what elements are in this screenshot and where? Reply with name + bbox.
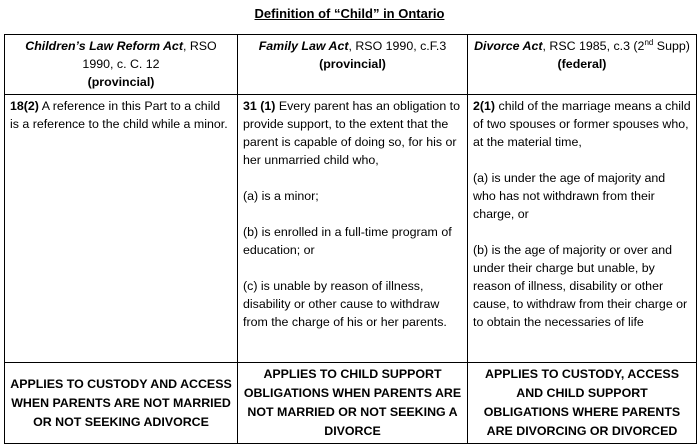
definition-clause-a: (a) is under the age of majority and who has not withdrawn from their charge, or [473,171,666,221]
table-definition-row [5,95,697,363]
section-number: 31 (1) [243,99,276,113]
header-family-law-act [238,35,468,95]
act-citation: , RSC 1985, c.3 (2 [542,39,645,53]
definition-cell-clra [5,95,238,363]
definition-clause-a: (a) is a minor; [243,189,319,203]
definition-clause-b: (b) is enrolled in a full-time program of education; or [243,225,452,257]
act-name: Children’s Law Reform Act [25,39,183,53]
act-name: Divorce Act [474,39,543,53]
applies-cell-divorce-act: APPLIES TO CUSTODY, ACCESS AND CHILD SUPPORT OBLIGATIONS WHERE PARENTS ARE DIVORCING OR DIVORCED [468,363,697,444]
table-header-row [5,35,697,95]
applies-cell-fla: APPLIES TO CHILD SUPPORT OBLIGATIONS WHEN PARENTS ARE NOT MARRIED OR NOT SEEKING A DIVORCE [238,363,468,444]
definition-clause-c: (c) is unable by reason of illness, disability or other cause to withdraw from the charge of his or her parents. [243,279,447,329]
definition-text: child of the marriage means a child of two spouses or former spouses who, at the material time, [473,99,691,149]
definition-text: Every parent has an obligation to provide support, to the extent that the parent is capable of doing so, for his or her unmarried child who, [243,99,460,167]
section-number: 2(1) [473,99,496,113]
jurisdiction-label: (provincial) [87,75,155,89]
definition-cell-divorce-act [468,95,697,363]
header-childrens-law-reform-act [5,35,238,95]
act-citation: , RSO 1990, c. C. 12 [82,39,217,71]
document-title: Definition of “Child” in Ontario [254,6,445,21]
jurisdiction-label: (federal) [557,57,607,71]
applies-cell-clra: APPLIES TO CUSTODY AND ACCESS WHEN PARENTS ARE NOT MARRIED OR NOT SEEKING ADIVORCE [5,363,238,444]
definition-cell-fla [238,95,468,363]
act-citation: , RSO 1990, c.F.3 [348,39,447,53]
header-divorce-act [468,35,697,95]
act-citation-suffix: Supp) [653,39,690,53]
definition-text: A reference in this Part to a child is a reference to the child while a minor. [10,99,228,131]
act-name: Family Law Act [258,39,349,53]
table-applies-row [5,363,697,444]
definition-clause-b: (b) is the age of majority or over and under their charge but unable, by reason of illness, disability or other cause, to withdraw from their charge or to obtain the necessaries of life [473,243,688,329]
act-citation-superscript: nd [644,37,654,47]
definition-table [4,34,697,444]
section-number: 18(2) [10,99,39,113]
jurisdiction-label: (provincial) [319,57,386,71]
